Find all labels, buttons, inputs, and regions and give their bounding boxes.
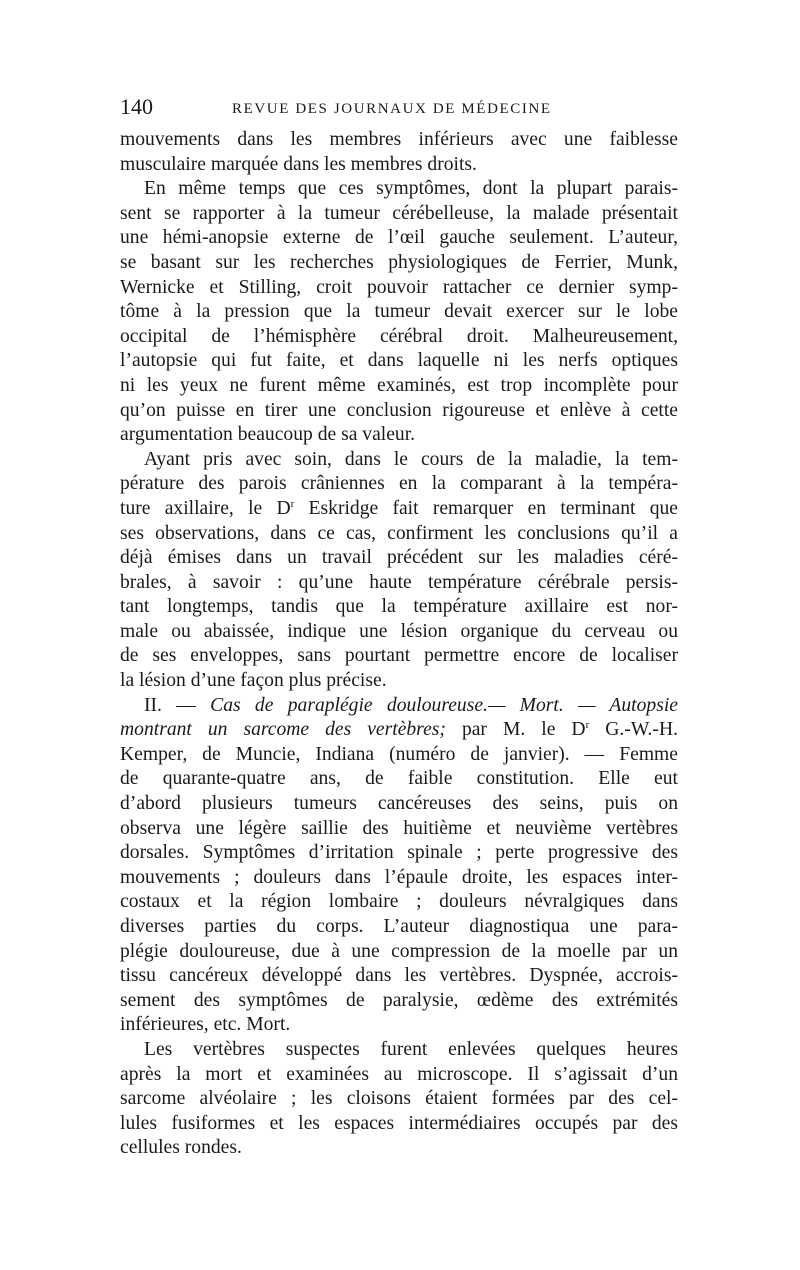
section-heading-line (120, 694, 678, 719)
para2-line: une hémi-anopsie externe de l’œil gauche seulement. L’auteur, (120, 227, 678, 249)
para2-line: tôme à la pression que la tumeur devait exercer sur le lobe (120, 301, 678, 323)
section-number: II. — (144, 694, 196, 716)
para2-line: qu’on puisse en tirer une conclusion rigoureuse et enlève à cette (120, 399, 678, 421)
section-title: Cas de paraplégie douloureuse.— Mort. — Autopsie (210, 694, 678, 716)
para2-line: ni les yeux ne furent même examinés, est trop incomplète pour (120, 374, 678, 396)
page-number: 140 (120, 94, 153, 119)
para2-line: argumentation beaucoup de sa valeur. (120, 424, 416, 446)
para3-line (120, 497, 678, 522)
para1-line: mouvements dans les membres inférieurs avec une faiblesse (120, 129, 678, 150)
para2-line: se basant sur les recherches physiologiques de Ferrier, Munk, (120, 251, 678, 273)
para3-line: la lésion d’une façon plus précise. (120, 670, 387, 692)
para3-line: de ses enveloppes, sans pourtant permettre encore de localiser (120, 645, 678, 667)
para4-line: d’abord plusieurs tumeurs cancéreuses des seins, puis on (120, 793, 678, 815)
para4-line: de quarante-quatre ans, de faible constitution. Elle eut (120, 768, 678, 790)
para3-line3-post: Eskridge fait remarquer en terminant que (294, 497, 678, 519)
para2-line: sent se rapporter à la tumeur cérébelleuse, la malade présentait (120, 202, 678, 224)
para2-line: occipital de l’hémisphère cérébral droit. Malheureusement, (120, 325, 678, 347)
para4-line: plégie douloureuse, due à une compression de la moelle par un (120, 940, 678, 962)
para2-line: Wernicke et Stilling, croit pouvoir rattacher ce dernier symp- (120, 276, 678, 298)
para1-line: musculaire marquée dans les membres droits. (120, 153, 477, 175)
running-title: REVUE DES JOURNAUX DE MÉDECINE (232, 101, 552, 117)
para3-line: brales, à savoir : qu’une haute température cérébrale persis- (120, 571, 678, 593)
para5-line: après la mort et examinées au microscope. Il s’agissait d’un (120, 1063, 678, 1085)
para4-line: observa une légère saillie des huitième et neuvième vertèbres (120, 817, 678, 839)
para3-line: pérature des parois crâniennes en la comparant à la tempéra- (120, 473, 678, 495)
para4-line: dorsales. Symptômes d’irritation spinale ; perte progressive des (120, 842, 678, 864)
para5-line: lules fusiformes et les espaces intermédiaires occupés par des (120, 1112, 678, 1134)
para2-line: En même temps que ces symptômes, dont la plupart parais- (144, 178, 678, 200)
para4-line: costaux et la région lombaire ; douleurs névralgiques dans (120, 891, 678, 913)
para3-line: ses observations, dans ce cas, confirment les conclusions qu’il a (120, 522, 678, 544)
para4-line: mouvements ; douleurs dans l’épaule droite, les espaces inter- (120, 866, 678, 888)
para4-line: Kemper, de Muncie, Indiana (numéro de janvier). — Femme (120, 743, 678, 765)
author-post: G.-W.-H. (589, 719, 678, 741)
para3-line: tant longtemps, tandis que la température axillaire est nor- (120, 596, 678, 618)
section-title-cont: montrant un sarcome des vertèbres; (120, 719, 446, 741)
doctor-superscript: r (290, 497, 295, 510)
page-header (120, 92, 680, 122)
para5-line: Les vertèbres suspectes furent enlevées quelques heures (144, 1038, 678, 1060)
article-body (120, 128, 678, 1161)
para3-line: déjà émises dans un travail précédent sur les maladies céré- (120, 547, 678, 569)
para4-line: tissu cancéreux développé dans les vertèbres. Dyspnée, accrois- (120, 965, 678, 987)
para3-line3-pre: ture axillaire, le D (120, 497, 291, 519)
author-pre: par M. le D (445, 719, 586, 741)
para4-line: sement des symptômes de paralysie, œdème des extrémités (120, 989, 678, 1011)
para5-line: sarcome alvéolaire ; les cloisons étaient formées par des cel- (120, 1088, 678, 1110)
doctor-superscript: r (585, 719, 590, 732)
para2-line: l’autopsie qui fut faite, et dans laquelle ni les nerfs optiques (120, 350, 678, 372)
para3-line: Ayant pris avec soin, dans le cours de la maladie, la tem- (144, 448, 678, 470)
para3-line: male ou abaissée, indique une lésion organique du cerveau ou (120, 620, 678, 642)
para4-line (120, 718, 678, 743)
para4-line: diverses parties du corps. L’auteur diagnostiqua une para- (120, 916, 678, 937)
para4-line: inférieures, etc. Mort. (120, 1014, 291, 1036)
para5-line: cellules rondes. (120, 1137, 242, 1159)
